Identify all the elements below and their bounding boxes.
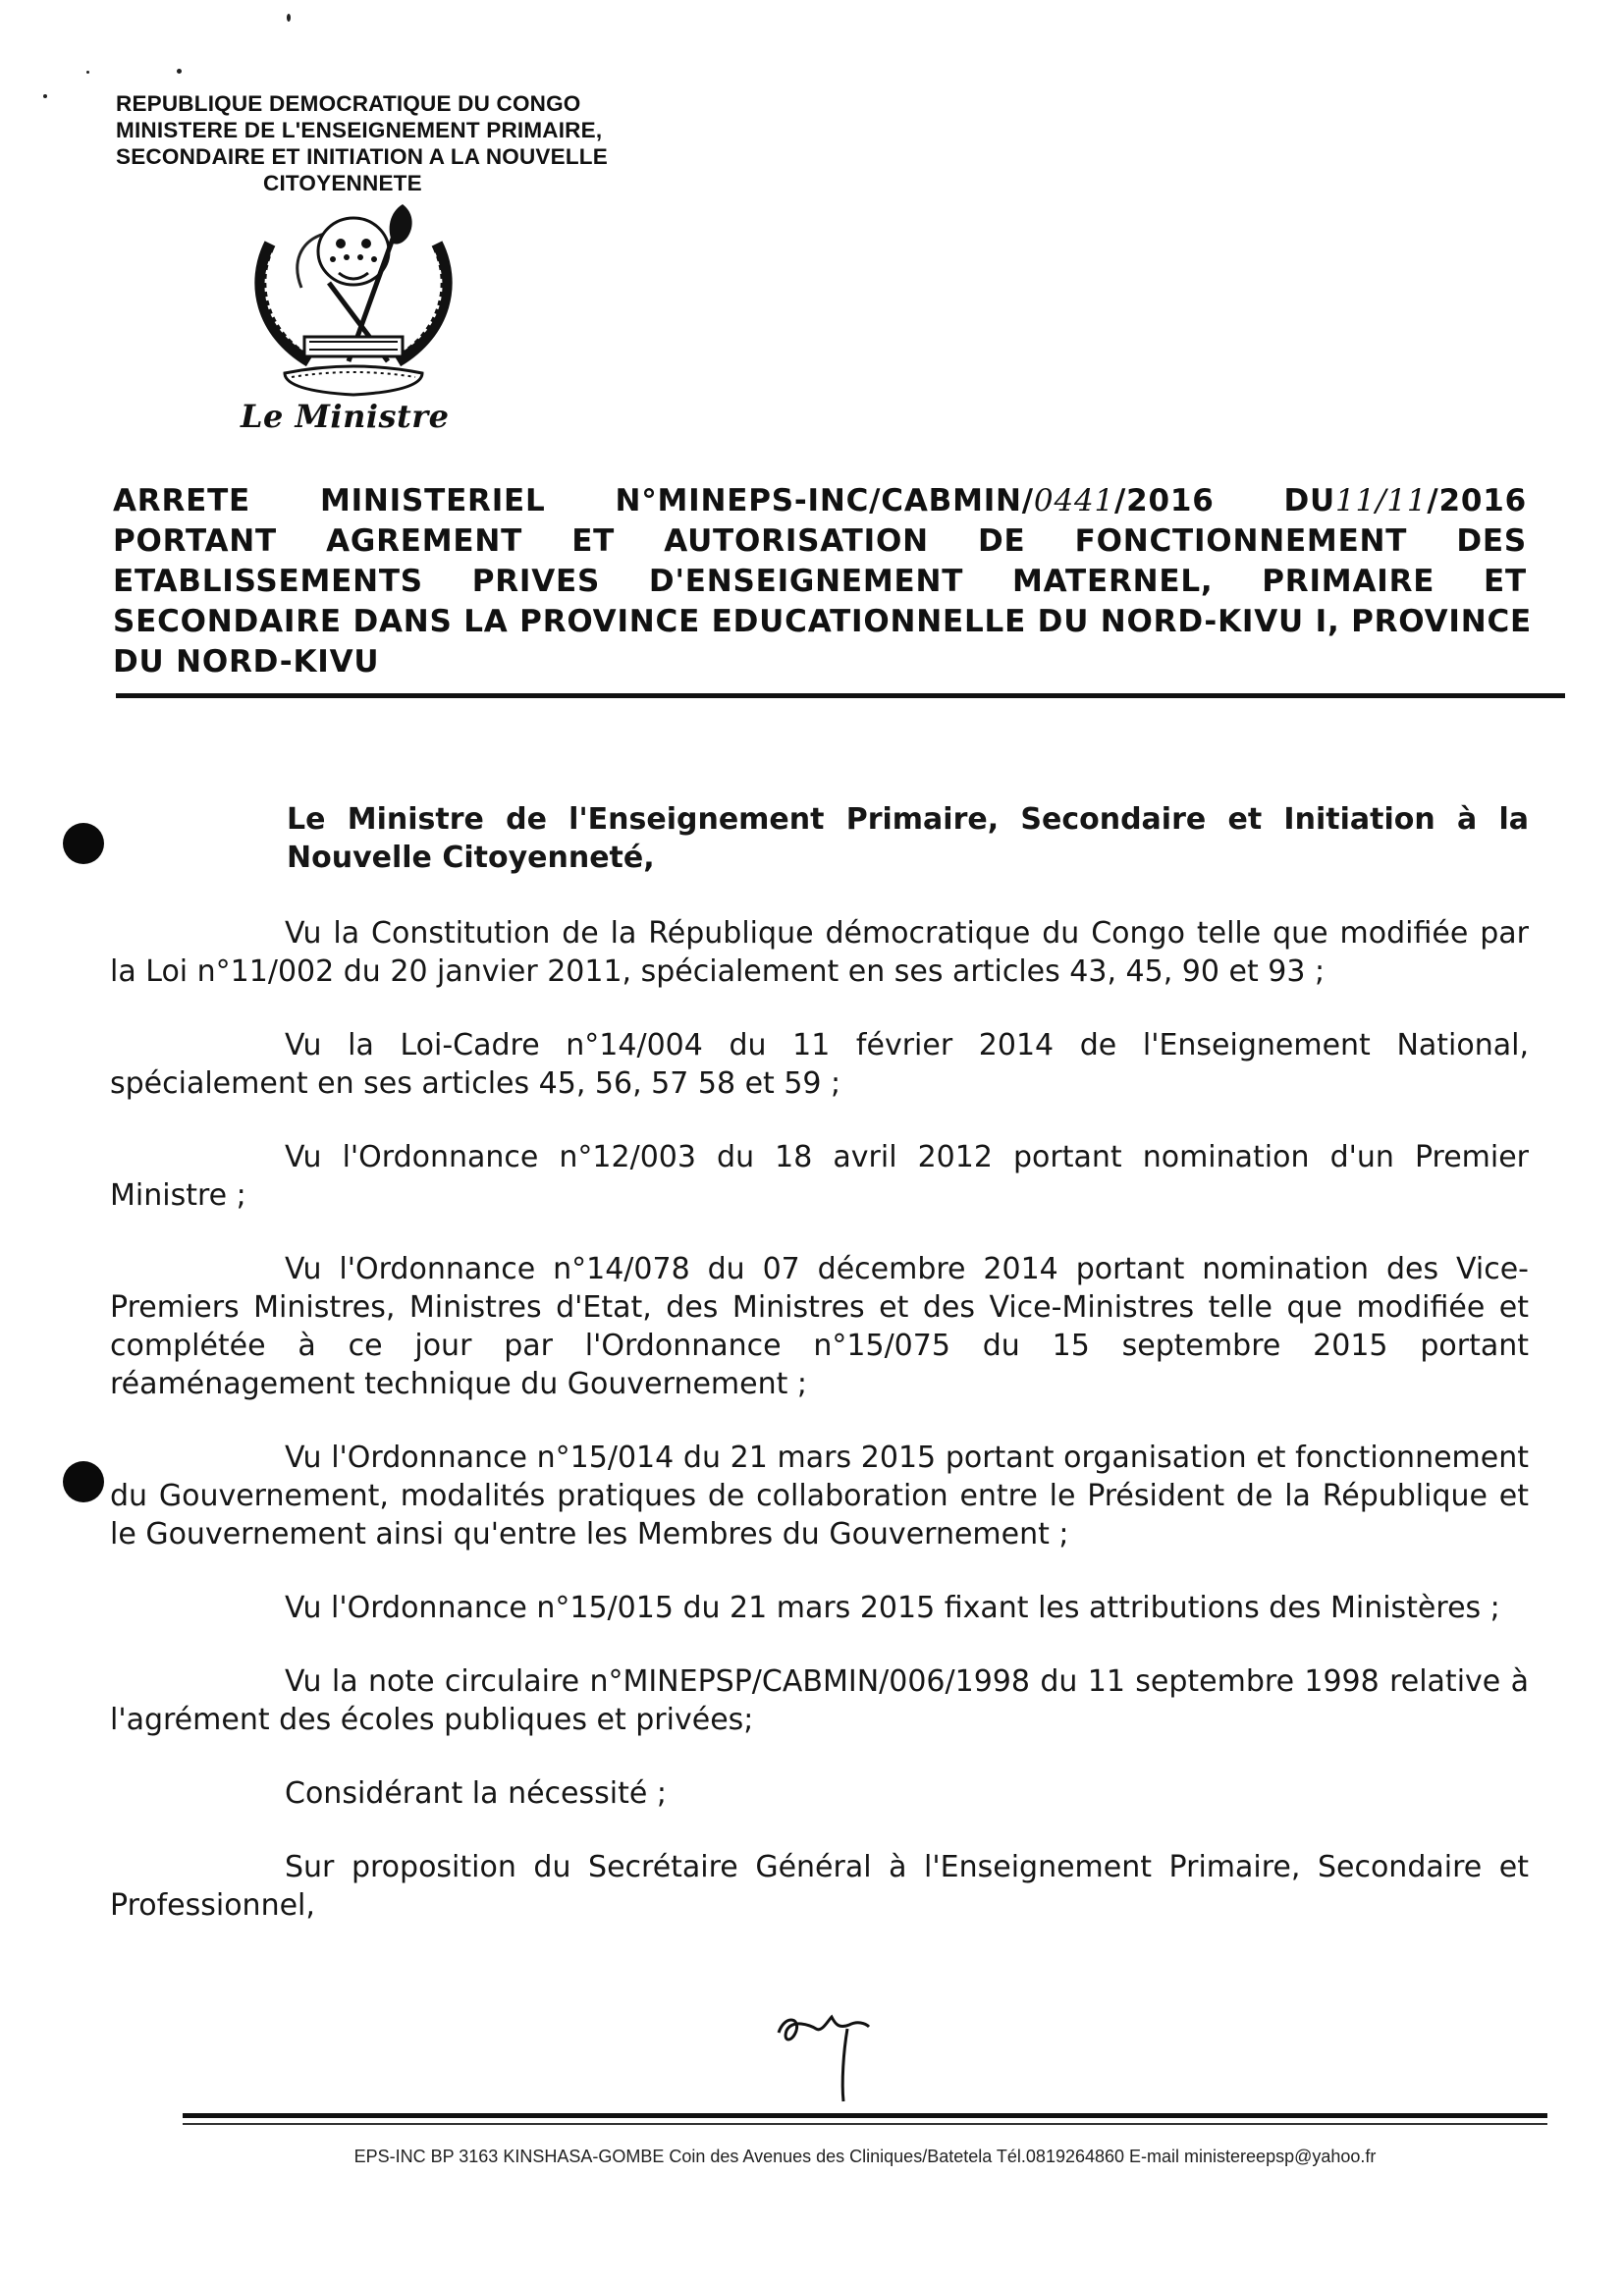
initials-signature (771, 2003, 879, 2106)
scan-speck (177, 69, 182, 74)
title-word: PORTANT (113, 523, 277, 559)
recital-paragraph: Vu la note circulaire n°MINEPSP/CABMIN/006/1998 du 11 septembre 1998 relative à l'agrément des écoles publiques et privées; (110, 1664, 1529, 1737)
scan-speck (287, 14, 291, 22)
title-word: ARRETE (113, 483, 251, 518)
title-word: FONCTIONNEMENT (1074, 523, 1408, 559)
decree-number (615, 481, 1214, 521)
scan-speck (86, 71, 89, 74)
title-word: AGREMENT (326, 523, 523, 559)
title-word: ETABLISSEMENTS (113, 564, 423, 599)
title-word: AUTORISATION (664, 523, 929, 559)
footer-contact: EPS-INC BP 3163 KINSHASA-GOMBE Coin des Avenues des Cliniques/Batetela Tél.0819264860 E-mail ministereepsp@yahoo.fr (353, 2147, 1377, 2166)
office-title: Le Ministre (241, 398, 450, 435)
title-word: PRIMAIRE (1262, 564, 1435, 599)
title-word: /2016 (1427, 483, 1527, 518)
handwritten-number: 0441 (1033, 483, 1115, 518)
handwritten-date: 11/11 (1335, 483, 1428, 518)
footer-divider (183, 2113, 1547, 2118)
footer-divider (183, 2123, 1547, 2125)
recital-paragraph: Vu la Loi-Cadre n°14/004 du 11 février 2014 de l'Enseignement National, spécialement en ses articles 45, 56, 57 58 et 59 ; (110, 1028, 1529, 1101)
title-word: MINISTERIEL (319, 483, 546, 518)
title-line (113, 521, 1527, 562)
header-line: REPUBLIQUE DEMOCRATIQUE DU CONGO (116, 91, 581, 116)
header-line: MINISTERE DE L'ENSEIGNEMENT PRIMAIRE, (116, 118, 603, 142)
coat-of-arms-icon (231, 194, 476, 401)
title-word: ET (1484, 564, 1527, 599)
title-line (113, 481, 1527, 521)
recital-paragraph: Vu l'Ordonnance n°12/003 du 18 avril 2012 portant nomination d'un Premier Ministre ; (110, 1140, 1529, 1213)
recital-paragraph: Vu l'Ordonnance n°14/078 du 07 décembre 2014 portant nomination des Vice-Premiers Ministres, Ministres d'Etat, des Ministres et des Vice-Ministres telle que modifiée et complétée à ce jour par l'Ordonnance n°15/075 du 15 septembre 2015 portant réaménagement technique du Gouvernement ; (110, 1252, 1529, 1401)
title-line: SECONDAIRE DANS LA PROVINCE EDUCATIONNELLE DU NORD-KIVU I, PROVINCE (113, 604, 1533, 639)
decree-body (110, 800, 1529, 1960)
ministry-header (116, 90, 725, 196)
punch-hole-mark (63, 1461, 104, 1502)
header-line: SECONDAIRE ET INITIATION A LA NOUVELLE (116, 144, 608, 169)
title-line: DU NORD-KIVU (113, 644, 380, 680)
punch-hole-mark (63, 823, 104, 864)
title-word: ET (571, 523, 616, 559)
title-word: DE (977, 523, 1026, 559)
recital-paragraph: Vu la Constitution de la République démocratique du Congo telle que modifiée par la Loi n°11/002 du 20 janvier 2011, spécialement en ses articles 43, 45, 90 et 93 ; (110, 916, 1529, 989)
minister-intro: Le Ministre de l'Enseignement Primaire, Secondaire et Initiation à la Nouvelle Citoyenneté, (287, 802, 1529, 875)
recital-paragraph: Considérant la nécessité ; (285, 1776, 667, 1811)
header-line: CITOYENNETE (263, 171, 422, 195)
title-word: D'ENSEIGNEMENT (648, 564, 964, 599)
title-word: MATERNEL, (1011, 564, 1214, 599)
scan-speck (43, 94, 47, 98)
recital-paragraph: Vu l'Ordonnance n°15/015 du 21 mars 2015 fixant les attributions des Ministères ; (285, 1591, 1500, 1625)
title-divider (116, 693, 1565, 698)
title-word: N°MINEPS-INC/CABMIN/ (615, 483, 1034, 518)
decree-date (1284, 481, 1527, 521)
title-word: DU (1283, 483, 1336, 518)
title-word: DES (1456, 523, 1527, 559)
title-line (113, 562, 1527, 602)
title-word: PRIVES (471, 564, 601, 599)
decree-title (113, 481, 1533, 682)
recital-paragraph: Sur proposition du Secrétaire Général à l'Enseignement Primaire, Secondaire et Professionnel, (110, 1850, 1529, 1923)
recital-paragraph: Vu l'Ordonnance n°15/014 du 21 mars 2015 portant organisation et fonctionnement du Gouvernement, modalités pratiques de collaboration entre le Président de la République et le Gouvernement ainsi qu'entre les Membres du Gouvernement ; (110, 1441, 1529, 1551)
title-word: /2016 (1114, 483, 1215, 518)
